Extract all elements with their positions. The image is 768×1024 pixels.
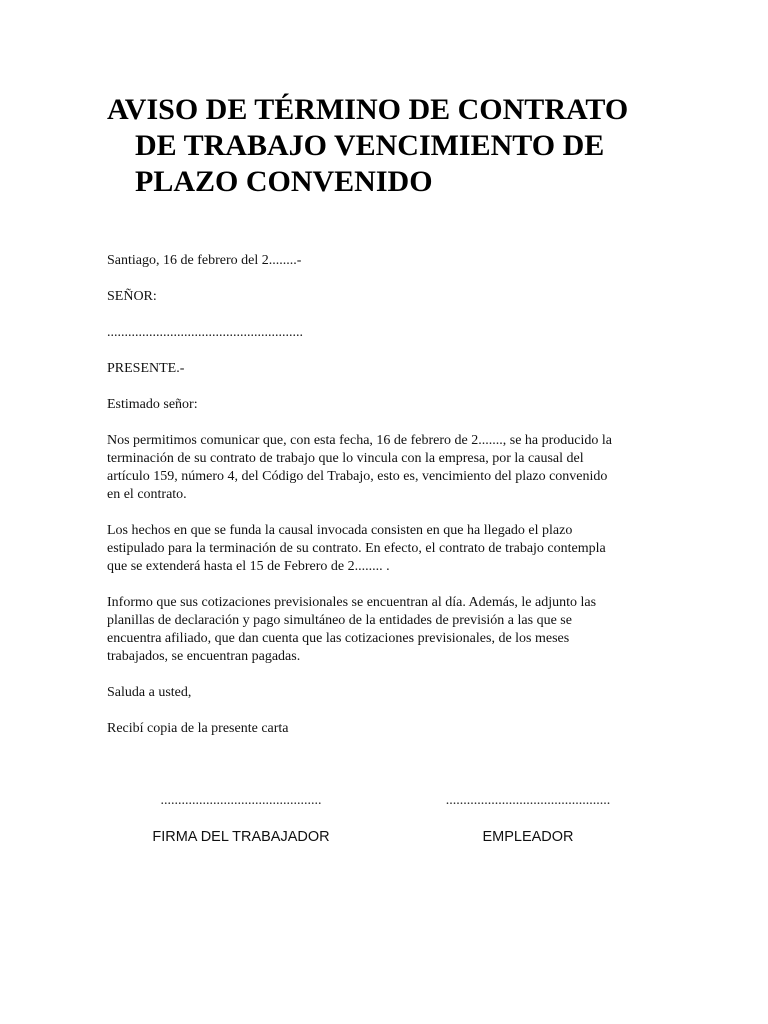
document-title: [107, 92, 628, 200]
signature-label: EMPLEADOR: [482, 829, 574, 845]
closing-text: Saluda a usted,: [107, 685, 192, 700]
recipient-blank-line: [107, 324, 612, 342]
document-title-line: AVISO DE TÉRMINO DE CONTRATO: [107, 93, 629, 126]
paragraph-line: Nos permitimos comunicar que, con esta fecha, 16 de febrero de 2......., se ha producido la: [107, 433, 612, 448]
addressee-text: SEÑOR:: [107, 289, 157, 304]
presente: [107, 360, 612, 378]
paragraph-contributions: [107, 594, 612, 666]
recipient-dotted-line: ........................................................: [107, 325, 303, 340]
paragraph-line: trabajados, se encuentran pagadas.: [107, 649, 301, 664]
paragraph-grounds: [107, 522, 612, 576]
paragraph-line: Los hechos en que se funda la causal invocada consisten en que ha llegado el plazo: [107, 523, 573, 538]
receipt-note: [107, 720, 612, 738]
paragraph-line: Informo que sus cotizaciones previsionales se encuentran al día. Además, le adjunto las: [107, 595, 597, 610]
paragraph-line: que se extenderá hasta el 15 de Febrero de 2........ .: [107, 559, 390, 574]
paragraph-line: planillas de declaración y pago simultáneo de la entidades de previsión a las que se: [107, 613, 572, 628]
greeting: [107, 396, 612, 414]
paragraph-line: terminación de su contrato de trabajo que lo vincula con la empresa, por la causal del: [107, 451, 584, 466]
signature-label: FIRMA DEL TRABAJADOR: [152, 829, 330, 845]
paragraph-line: en el contrato.: [107, 487, 187, 502]
place-date-text: Santiago, 16 de febrero del 2........-: [107, 253, 302, 268]
document-title-line: PLAZO CONVENIDO: [135, 165, 433, 198]
paragraph-line: estipulado para la terminación de su contrato. En efecto, el contrato de trabajo contempla: [107, 541, 606, 556]
place-date: [107, 252, 612, 270]
signature-worker: [121, 792, 361, 846]
receipt-note-text: Recibí copia de la presente carta: [107, 721, 289, 736]
closing: [107, 684, 612, 702]
signature-employer: [408, 792, 648, 846]
paragraph-termination-notice: [107, 432, 612, 504]
letter-body: [107, 252, 612, 756]
presente-text: PRESENTE.-: [107, 361, 185, 376]
paragraph-line: encuentra afiliado, que dan cuenta que las cotizaciones previsionales, de los meses: [107, 631, 570, 646]
signature-dotted-line: ..............................................: [160, 793, 322, 808]
document-title-line: DE TRABAJO VENCIMIENTO DE: [135, 129, 605, 162]
paragraph-line: artículo 159, número 4, del Código del Trabajo, esto es, vencimiento del plazo convenido: [107, 469, 608, 484]
greeting-text: Estimado señor:: [107, 397, 198, 412]
addressee: [107, 288, 612, 306]
signature-dotted-line: ...............................................: [445, 793, 611, 808]
